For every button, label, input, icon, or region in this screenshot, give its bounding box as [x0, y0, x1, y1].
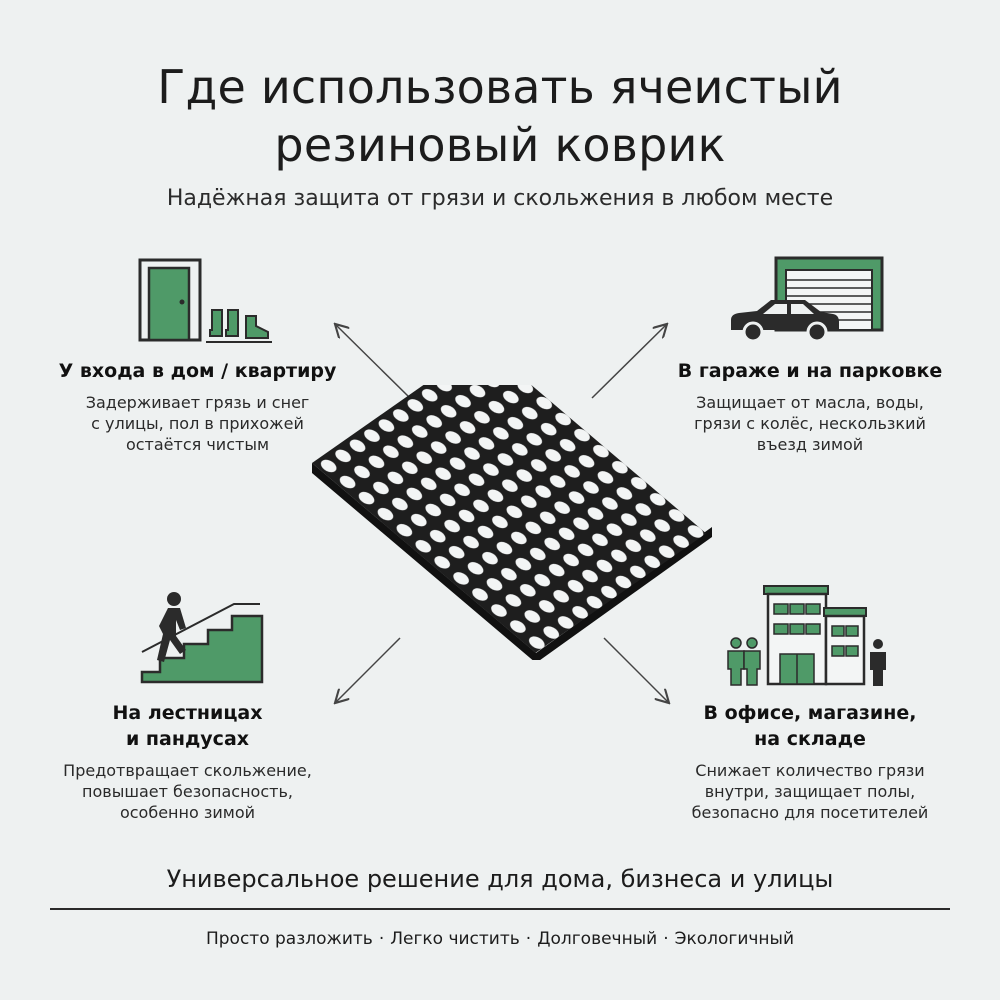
footer-divider [50, 908, 950, 910]
page-subtitle: Надёжная защита от грязи и скольжения в любом месте [166, 186, 834, 211]
use-office-desc: Снижает количество грязи внутри, защищает полы, безопасно для посетителей [691, 761, 929, 822]
title-line-2: резиновый коврик [274, 118, 726, 172]
use-garage-title: В гараже и на парковке [677, 360, 943, 382]
door-icon [138, 258, 202, 342]
use-stairs-title: На лестницах и пандусах [112, 702, 263, 750]
use-entrance-title: У входа в дом / квартиру [58, 360, 337, 382]
tag-easy-install: Просто разложить [205, 929, 373, 949]
boots-icon [206, 306, 272, 346]
tag-eco: Экологичный [674, 929, 795, 949]
car-icon [727, 296, 843, 346]
people-icon [724, 637, 894, 687]
tag-separator: · [525, 929, 532, 949]
tag-easy-clean: Легко чистить [390, 929, 520, 949]
use-stairs [30, 700, 345, 823]
tag-durable: Долговечный [537, 929, 658, 949]
use-garage-desc: Защищает от масла, воды, грязи с колёс, нескользкий въезд зимой [694, 393, 926, 454]
title-line-1: Где использовать ячеистый [157, 60, 843, 114]
use-stairs-desc: Предотвращает скольжение, повышает безопасность, особенно зимой [63, 761, 312, 822]
tag-separator: · [378, 929, 385, 949]
use-garage [640, 358, 980, 455]
tag-separator: · [663, 929, 669, 949]
footer-tags [0, 929, 1000, 949]
use-entrance-desc: Задерживает грязь и снег с улицы, пол в прихожей остаётся чистым [85, 393, 310, 454]
person-climbing-icon [150, 590, 198, 666]
use-office-title: В офисе, магазине, на складе [703, 702, 917, 750]
use-office [650, 700, 970, 823]
footer-headline: Универсальное решение для дома, бизнеса и улицы [166, 865, 834, 893]
use-entrance [30, 358, 365, 455]
